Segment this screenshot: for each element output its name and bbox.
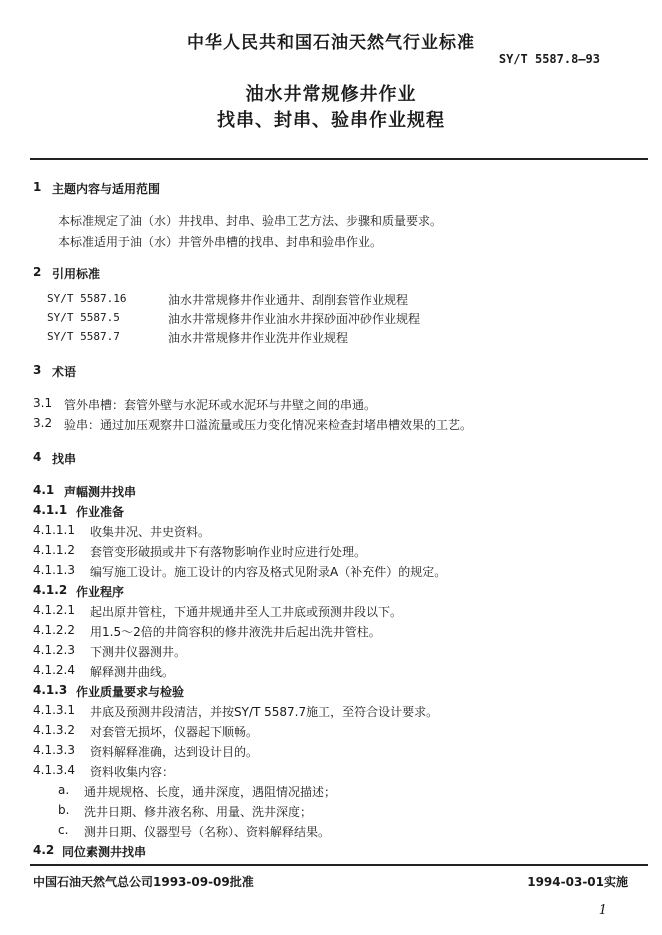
section-1-paragraph: 本标准适用于油（水）井管外串槽的找串、封串和验串作业。 [58, 235, 383, 249]
standard-organization: 中华人民共和国石油天然气行业标准 [187, 33, 475, 53]
clause-text: 收集井况、井史资料。 [90, 525, 211, 539]
clause-number: 4.1.2.2 [33, 623, 75, 637]
reference-code: SY/T 5587.5 [47, 311, 120, 324]
clause-text: 起出原井管柱，下通井规通井至人工井底或预测井段以下。 [90, 605, 403, 619]
clause-text: 验串：通过加压观察井口溢流量或压力变化情况来检查封堵串槽效果的工艺。 [64, 418, 473, 432]
clause-number: 4.1.3.4 [33, 763, 75, 777]
reference-code: SY/T 5587.7 [47, 330, 120, 343]
reference-code: SY/T 5587.16 [47, 292, 127, 305]
section-1-title: 主题内容与适用范围 [52, 182, 161, 196]
section-3-number: 3 [33, 363, 42, 377]
clause-heading: 作业程序 [76, 585, 125, 599]
clause-number: 3.2 [33, 416, 53, 430]
section-4-number: 4 [33, 450, 42, 464]
section-2-title: 引用标准 [52, 267, 101, 281]
clause-heading: 作业准备 [76, 505, 125, 519]
clause-heading: 同位素测井找串 [62, 845, 147, 859]
clause-text: 套管变形破损或井下有落物影响作业时应进行处理。 [90, 545, 367, 559]
clause-number: 4.1.2 [33, 583, 68, 597]
reference-name: 油水井常规修井作业洗井作业规程 [168, 331, 349, 345]
clause-number: 4.1.1.1 [33, 523, 75, 537]
clause-text: 解释测井曲线。 [90, 665, 175, 679]
clause-text: 编写施工设计。施工设计的内容及格式见附录A（补充件）的规定。 [90, 565, 447, 579]
section-3-title: 术语 [52, 365, 77, 379]
clause-number: 4.2 [33, 843, 55, 857]
clause-number: 4.1.2.3 [33, 643, 75, 657]
list-item-text: 测井日期、仪器型号（名称）、资料解释结果。 [84, 825, 331, 839]
footer-divider [30, 864, 648, 866]
page-number: 1 [598, 903, 607, 918]
clause-number: 4.1.2.4 [33, 663, 75, 677]
implementation-date: 1994-03-01实施 [527, 875, 628, 889]
section-1-number: 1 [33, 180, 42, 194]
document-title-line1: 油水井常规修井作业 [245, 84, 417, 105]
clause-number: 4.1.3.3 [33, 743, 75, 757]
clause-text: 资料解释准确，达到设计目的。 [90, 745, 259, 759]
header-divider [30, 158, 648, 160]
clause-text: 用1.5～2倍的井筒容积的修井液洗井后起出洗井管柱。 [90, 625, 381, 639]
list-item-marker: b. [58, 803, 70, 817]
section-2-number: 2 [33, 265, 42, 279]
list-item-marker: c. [58, 823, 69, 837]
clause-number: 4.1 [33, 483, 55, 497]
document-title-line2: 找串、封串、验串作业规程 [217, 110, 445, 131]
approval-statement: 中国石油天然气总公司1993-09-09批准 [33, 875, 254, 889]
clause-number: 3.1 [33, 396, 53, 410]
clause-text: 下测井仪器测井。 [90, 645, 187, 659]
clause-number: 4.1.1.2 [33, 543, 75, 557]
clause-heading: 声幅测井找串 [64, 485, 137, 499]
clause-text: 管外串槽：套管外壁与水泥环或水泥环与井壁之间的串通。 [64, 398, 377, 412]
clause-number: 4.1.3 [33, 683, 68, 697]
clause-text: 对套管无损坏，仪器起下顺畅。 [90, 725, 259, 739]
list-item-marker: a. [58, 783, 70, 797]
list-item-text: 通井规规格、长度，通井深度，遇阻情况描述； [84, 785, 337, 799]
section-1-paragraph: 本标准规定了油（水）井找串、封串、验串工艺方法、步骤和质量要求。 [58, 214, 443, 228]
clause-number: 4.1.1.3 [33, 563, 75, 577]
reference-name: 油水井常规修井作业通井、刮削套管作业规程 [168, 293, 409, 307]
reference-name: 油水井常规修井作业油水井探砂面冲砂作业规程 [168, 312, 421, 326]
clause-number: 4.1.2.1 [33, 603, 75, 617]
standard-code: SY/T 5587.8—93 [498, 52, 600, 66]
clause-text: 资料收集内容： [90, 765, 175, 779]
clause-number: 4.1.1 [33, 503, 68, 517]
clause-heading: 作业质量要求与检验 [76, 685, 185, 699]
section-4-title: 找串 [52, 452, 77, 466]
clause-number: 4.1.3.1 [33, 703, 75, 717]
list-item-text: 洗井日期、修井液名称、用量、洗井深度； [84, 805, 313, 819]
clause-text: 井底及预测井段清洁，并按SY/T 5587.7施工，至符合设计要求。 [90, 705, 439, 719]
clause-number: 4.1.3.2 [33, 723, 75, 737]
